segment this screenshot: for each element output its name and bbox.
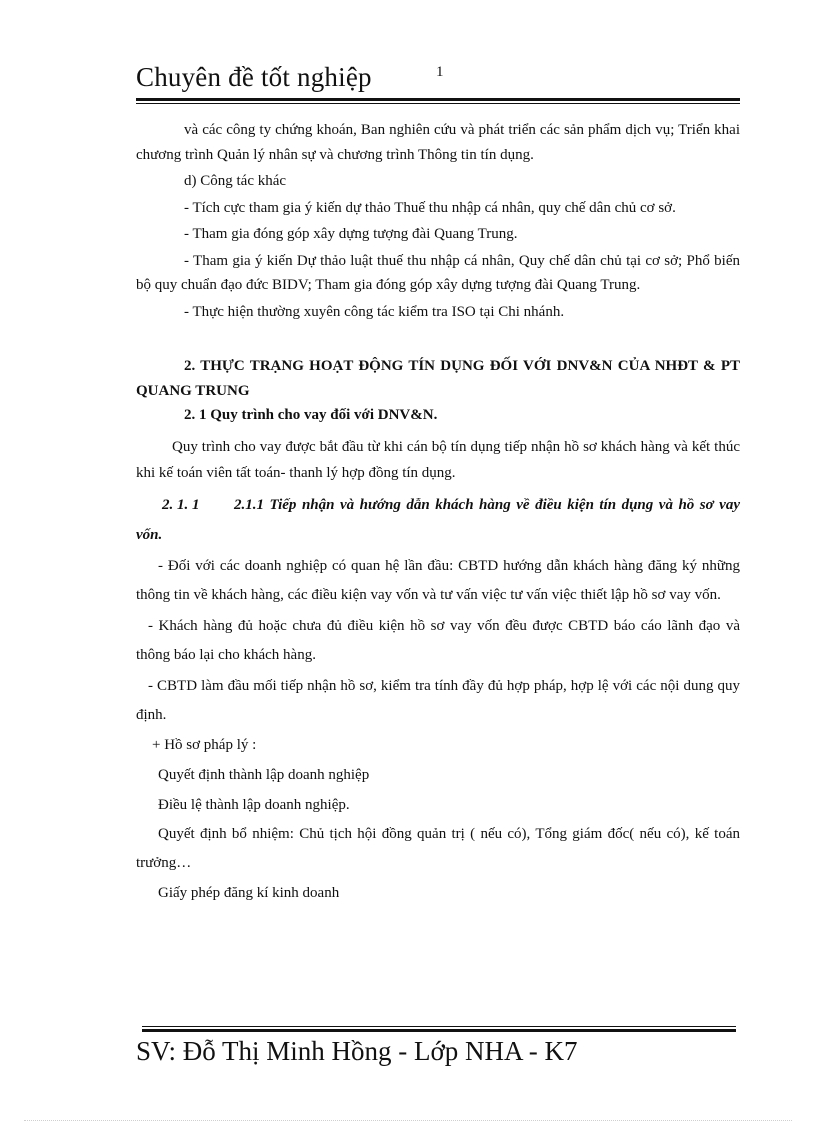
paragraph: - Tích cực tham gia ý kiến dự thảo Thuế thu nhập cá nhân, quy chế dân chủ cơ sở. bbox=[184, 199, 676, 216]
footer-text: SV: Đỗ Thị Minh Hồng - Lớp NHA - K7 bbox=[136, 1036, 578, 1066]
document-body bbox=[136, 118, 740, 908]
section-heading: 2. THỰC TRẠNG HOẠT ĐỘNG TÍN DỤNG ĐỐI VỚI DNV&N CỦA NHĐT & PT QUANG TRUNG bbox=[136, 358, 740, 399]
paragraph: - CBTD làm đầu mối tiếp nhận hồ sơ, kiểm tra tính đầy đủ hợp pháp, hợp lệ với các nội dung quy định. bbox=[136, 677, 740, 723]
paragraph: - Thực hiện thường xuyên công tác kiểm tra ISO tại Chi nhánh. bbox=[184, 303, 565, 320]
footer-rule-thick bbox=[142, 1029, 736, 1032]
list-item: Quyết định bổ nhiệm: Chủ tịch hội đồng quản trị ( nếu có), Tổng giám đốc( nếu có), kế toán trưởng… bbox=[136, 825, 740, 871]
page-edge bbox=[24, 1120, 792, 1121]
heading-text: 2.1.1 Tiếp nhận và hướng dẫn khách hàng về điều kiện tín dụng và hồ sơ vay vốn. bbox=[136, 496, 740, 543]
header-title: Chuyên đề tốt nghiệp bbox=[136, 62, 372, 92]
list-item: Quyết định thành lập doanh nghiệp bbox=[158, 766, 370, 783]
footer-rule-thin bbox=[142, 1026, 736, 1027]
page-number: 1 bbox=[436, 64, 444, 80]
paragraph: - Tham gia đóng góp xây dựng tượng đài Quang Trung. bbox=[184, 226, 518, 242]
paragraph: và các công ty chứng khoán, Ban nghiên cứu và phát triển các sản phẩm dịch vụ; Triển khai chương trình Quản lý nhân sự và chương trình Thông tin tín dụng. bbox=[136, 122, 740, 163]
subsubsection-heading bbox=[136, 490, 740, 550]
paragraph: - Đối với các doanh nghiệp có quan hệ lần đầu: CBTD hướng dẫn khách hàng đăng ký những thông tin về khách hàng, các điều kiện vay vốn và tư vấn việc tư vấn việc thiết lập hồ sơ vay vốn. bbox=[136, 557, 740, 603]
paragraph: d) Công tác khác bbox=[184, 173, 287, 189]
subsection-heading: 2. 1 Quy trình cho vay đối với DNV&N. bbox=[184, 407, 438, 423]
paragraph: - Tham gia ý kiến Dự thảo luật thuế thu nhập cá nhân, Quy chế dân chủ tại cơ sở; Phổ biến bộ quy chuẩn đạo đức BIDV; Tham gia đóng góp xây dựng tượng đài Quang Trung. bbox=[136, 252, 740, 293]
list-item: Điều lệ thành lập doanh nghiệp. bbox=[158, 796, 350, 813]
list-heading: + Hồ sơ pháp lý : bbox=[152, 736, 257, 753]
paragraph: Quy trình cho vay được bắt đầu từ khi cán bộ tín dụng tiếp nhận hồ sơ khách hàng và kết thúc khi kế toán viên tất toán- thanh lý hợp đồng tín dụng. bbox=[136, 438, 740, 481]
heading-number: 2. 1. 1 bbox=[162, 496, 200, 513]
paragraph: - Khách hàng đủ hoặc chưa đủ điều kiện hồ sơ vay vốn đều được CBTD báo cáo lãnh đạo và thông báo lại cho khách hàng. bbox=[136, 617, 740, 663]
list-item: Giấy phép đăng kí kinh doanh bbox=[158, 884, 340, 901]
header-rule-thin bbox=[136, 103, 740, 104]
header-rule-thick bbox=[136, 98, 740, 101]
